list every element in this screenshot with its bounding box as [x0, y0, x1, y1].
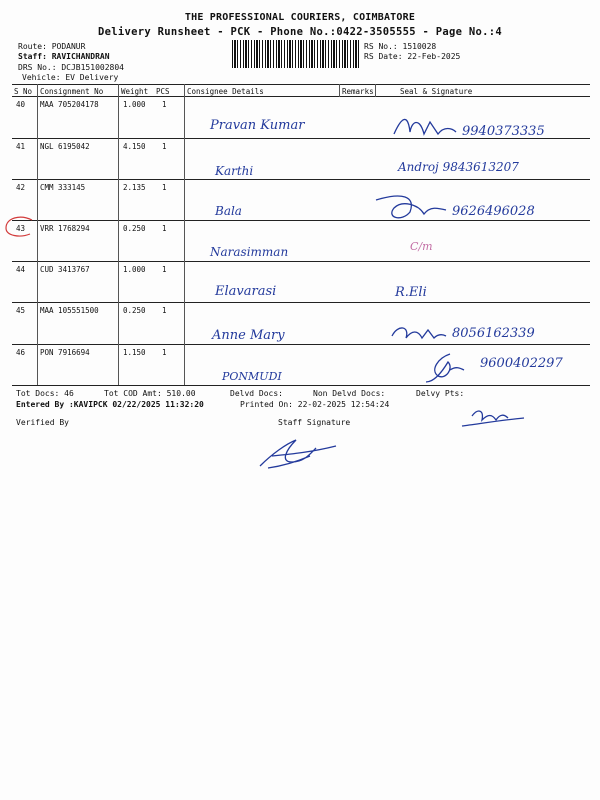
- row-weight: 2.135: [123, 183, 146, 192]
- signature-mark: [388, 322, 448, 344]
- delivered-docs: Delvd Docs:: [230, 389, 283, 398]
- rs-date: RS Date: 22-Feb-2025: [364, 52, 461, 61]
- signature-mark: [372, 190, 452, 224]
- row-pcs: 1: [162, 100, 167, 109]
- vehicle: Vehicle: EV Delivery: [22, 73, 119, 82]
- col-pcs: PCS: [156, 87, 170, 96]
- row-weight: 1.000: [123, 100, 146, 109]
- col-divider: [375, 84, 376, 97]
- row-sno: 46: [16, 348, 26, 357]
- row-pcs: 1: [162, 265, 167, 274]
- row-divider: [12, 302, 590, 303]
- non-delivered-docs: Non Delvd Docs:: [313, 389, 386, 398]
- row-pcs: 1: [162, 306, 167, 315]
- rs-number: RS No.: 1510028: [364, 42, 437, 51]
- row-sno: 43: [16, 224, 26, 233]
- runsheet-subtitle: Delivery Runsheet - PCK - Phone No.:0422-3505555 - Page No.:4: [98, 26, 502, 38]
- handwritten-seal: C/m: [410, 240, 433, 253]
- col-remarks: Remarks: [342, 87, 374, 96]
- table-header-border: [12, 96, 590, 97]
- handwritten-consignee: Anne Mary: [212, 328, 285, 343]
- row-divider: [12, 261, 590, 262]
- total-cod-amount: Tot COD Amt: 510.00: [104, 389, 196, 398]
- handwritten-consignee: Pravan Kumar: [210, 118, 305, 133]
- handwritten-consignee: Bala: [215, 204, 242, 218]
- table-bottom-border: [12, 385, 590, 386]
- row-weight: 1.150: [123, 348, 146, 357]
- col-seal-signature: Seal & Signature: [400, 87, 473, 96]
- row-weight: 4.150: [123, 142, 146, 151]
- row-consignment: NGL 6195042: [40, 142, 90, 151]
- handwritten-consignee: PONMUDI: [222, 370, 282, 383]
- handwritten-seal: R.Eli: [395, 285, 427, 300]
- handwritten-consignee: Elavarasi: [215, 284, 277, 299]
- col-weight: Weight: [121, 87, 149, 96]
- row-consignment: MAA 105551500: [40, 306, 99, 315]
- handwritten-seal: 9626496028: [452, 204, 535, 219]
- route: Route: PODANUR: [18, 42, 86, 51]
- signature-mark: [390, 112, 460, 142]
- row-weight: 1.000: [123, 265, 146, 274]
- row-sno: 41: [16, 142, 26, 151]
- row-sno: 44: [16, 265, 26, 274]
- barcode: [232, 40, 360, 68]
- signature-mark: [420, 350, 468, 386]
- handwritten-seal: 9600402297: [480, 356, 563, 371]
- table-top-border: [12, 84, 590, 85]
- total-docs: Tot Docs: 46: [16, 389, 74, 398]
- handwritten-seal: Androj 9843613207: [398, 160, 519, 174]
- drs-number: DRS No.: DCJB151002804: [18, 63, 124, 72]
- col-divider: [184, 84, 185, 385]
- staff-signature: [252, 432, 342, 474]
- handwritten-consignee: Karthi: [215, 164, 254, 178]
- row-pcs: 1: [162, 183, 167, 192]
- row-consignment: CUD 3413767: [40, 265, 90, 274]
- row-weight: 0.250: [123, 306, 146, 315]
- verified-by: Verified By: [16, 418, 69, 427]
- staff: Staff: RAVICHANDRAN: [18, 52, 110, 61]
- company-title: THE PROFESSIONAL COURIERS, COIMBATORE: [184, 12, 416, 23]
- col-consignee: Consignee Details: [187, 87, 264, 96]
- row-consignment: VRR 1768294: [40, 224, 90, 233]
- col-divider: [37, 84, 38, 385]
- row-consignment: MAA 705204178: [40, 100, 99, 109]
- entered-by: Entered By :KAVIPCK 02/22/2025 11:32:20: [16, 400, 204, 409]
- row-divider: [12, 344, 590, 345]
- row-pcs: 1: [162, 348, 167, 357]
- row-divider: [12, 179, 590, 180]
- col-divider: [118, 84, 119, 385]
- col-consignment: Consignment No: [40, 87, 104, 96]
- handwritten-consignee: Narasimman: [210, 245, 289, 259]
- printed-on: Printed On: 22-02-2025 12:54:24: [240, 400, 390, 409]
- row-divider: [12, 220, 590, 221]
- row-pcs: 1: [162, 142, 167, 151]
- row-consignment: CMM 333145: [40, 183, 86, 192]
- row-consignment: PON 7916694: [40, 348, 90, 357]
- staff-signature-label: Staff Signature: [278, 418, 351, 427]
- row-sno: 45: [16, 306, 26, 315]
- row-sno: 40: [16, 100, 26, 109]
- col-divider: [339, 84, 340, 97]
- row-weight: 0.250: [123, 224, 146, 233]
- signature-mark: [458, 404, 530, 432]
- col-sno: S No: [14, 87, 33, 96]
- handwritten-seal: 8056162339: [452, 326, 535, 341]
- delivery-points: Delvy Pts:: [416, 389, 465, 398]
- row-sno: 42: [16, 183, 26, 192]
- handwritten-seal: 9940373335: [462, 124, 545, 139]
- row-pcs: 1: [162, 224, 167, 233]
